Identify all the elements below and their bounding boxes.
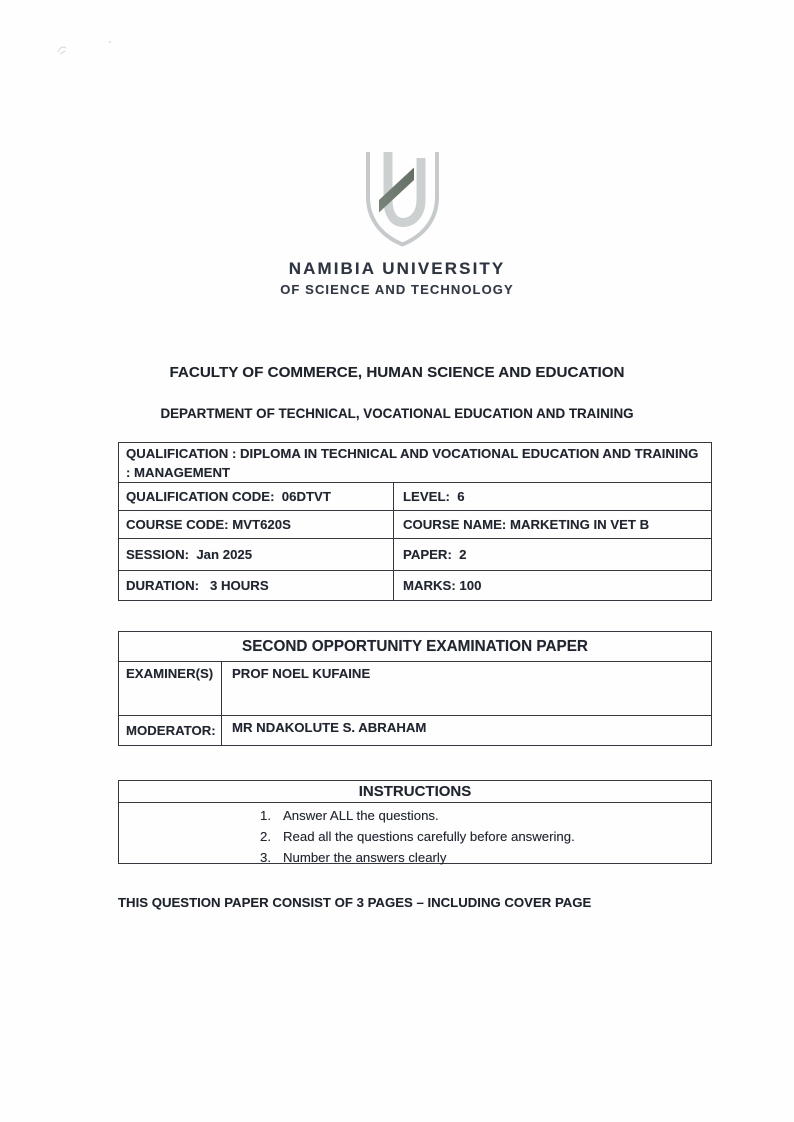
table-row [119,511,711,539]
moderator-label: MODERATOR: [119,716,222,745]
instruction-item [260,851,711,866]
instruction-item [260,809,711,824]
page-count-note: THIS QUESTION PAPER CONSIST OF 3 PAGES – INCLUDING COVER PAGE [118,895,592,910]
instruction-number: 3. [260,850,271,865]
university-name: NAMIBIA UNIVERSITY [288,259,506,278]
table-row [119,662,711,716]
instruction-number: 1. [260,808,271,823]
table-row [119,571,711,600]
exam-paper-title: SECOND OPPORTUNITY EXAMINATION PAPER [119,632,711,662]
instructions-body [119,803,711,863]
paper-cell: PAPER: 2 [393,539,711,570]
department-heading: DEPARTMENT OF TECHNICAL, VOCATIONAL EDUCATION AND TRAINING [160,406,634,421]
instruction-number: 2. [260,829,271,844]
pencil-dot [109,41,111,43]
moderator-value: MR NDAKOLUTE S. ABRAHAM [232,720,427,735]
instruction-text: Answer ALL the questions. [283,808,439,823]
faculty-heading: FACULTY OF COMMERCE, HUMAN SCIENCE AND EDUCATION [169,364,625,381]
qualification-cell: QUALIFICATION : DIPLOMA IN TECHNICAL AND VOCATIONAL EDUCATION AND TRAINING : MANAGEMENT [119,443,711,483]
duration-cell: DURATION: 3 HOURS [126,578,269,593]
instruction-text: Number the answers clearly [283,850,447,865]
table-row [119,539,711,571]
instructions-title: INSTRUCTIONS [119,781,711,803]
course-code-cell: COURSE CODE: MVT620S [126,517,291,532]
university-tagline: OF SCIENCE AND TECHNOLOGY [280,282,514,297]
examiner-value: PROF NOEL KUFAINE [232,666,371,681]
level-cell: LEVEL: 6 [393,483,711,510]
table-row [119,716,711,745]
scan-pencil-marks [46,34,126,60]
examiner-label: EXAMINER(S) [119,662,222,715]
session-cell: SESSION: Jan 2025 [126,547,253,562]
pencil-squiggle [58,47,66,54]
instructions-table [118,780,712,864]
table-row [119,483,711,511]
university-logo [355,147,450,252]
course-details-table [118,442,712,601]
qualification-code-cell: QUALIFICATION CODE: 06DTVT [126,489,331,504]
instruction-item [260,830,711,845]
exam-paper-table [118,631,712,746]
logo-shield-outline [368,152,437,245]
course-name-cell: COURSE NAME: MARKETING IN VET B [393,511,711,538]
marks-cell: MARKS: 100 [393,571,711,600]
instruction-text: Read all the questions carefully before answering. [283,829,575,844]
